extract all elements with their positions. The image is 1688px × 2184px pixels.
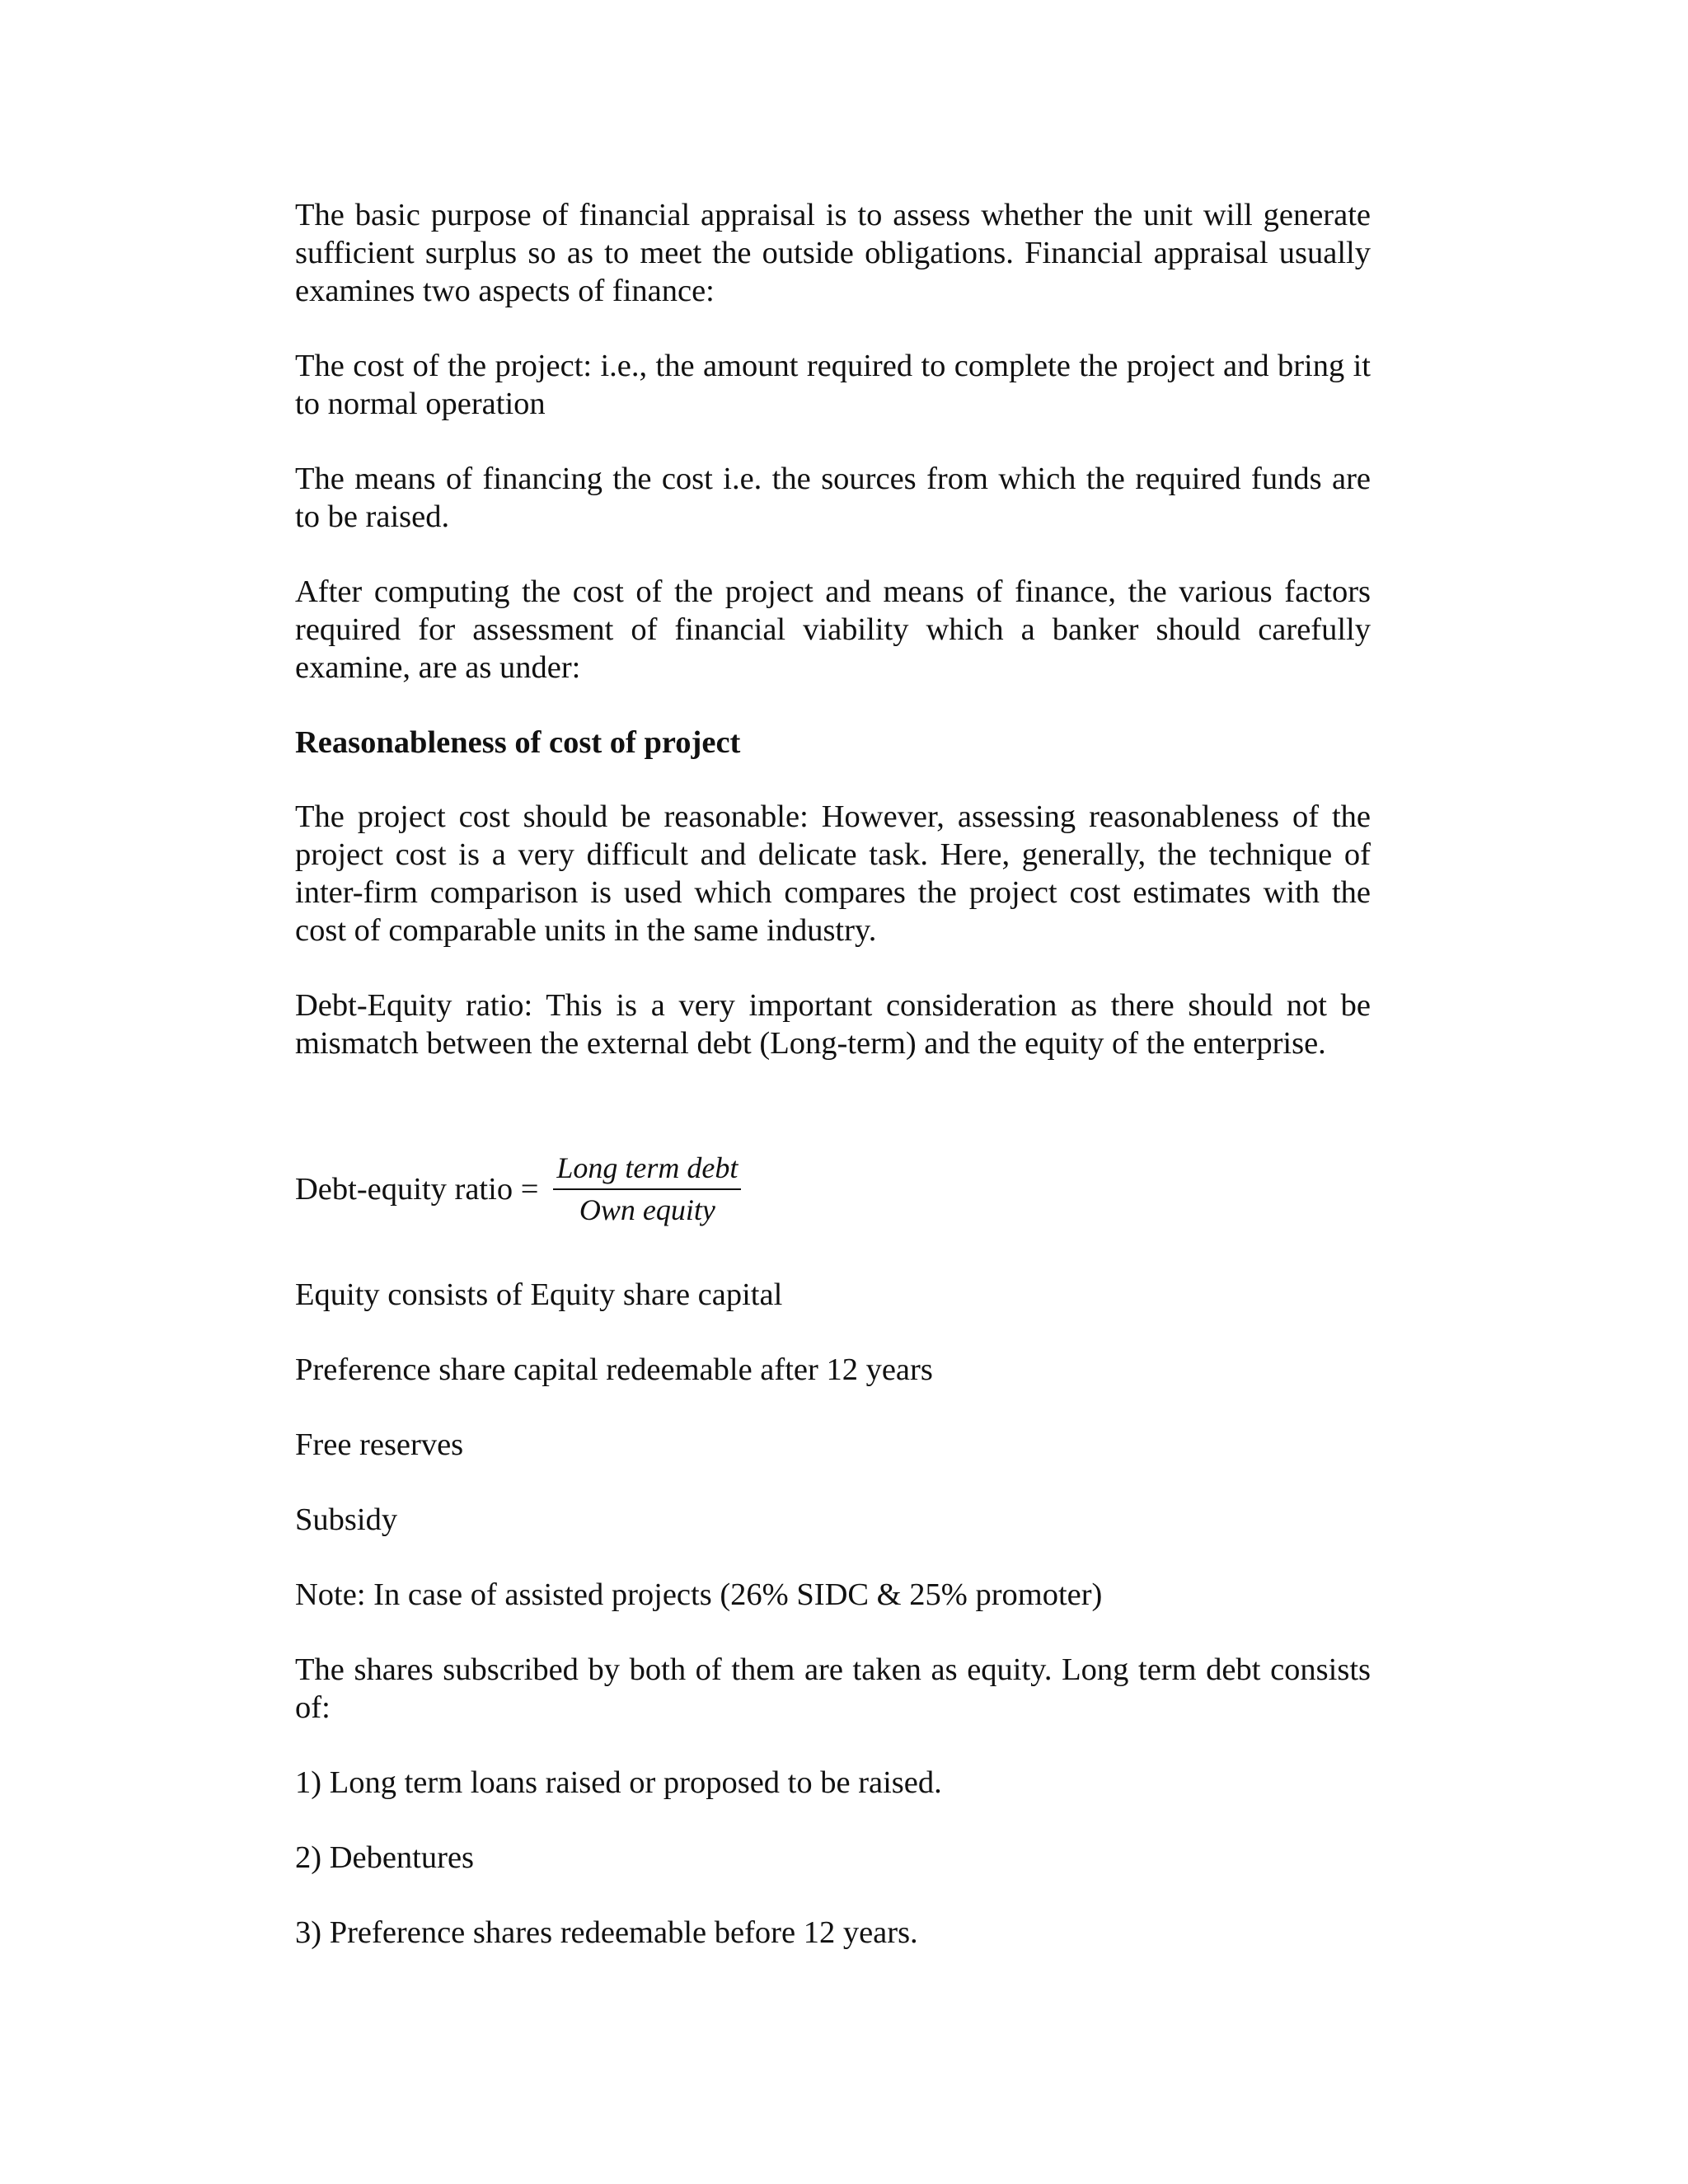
- formula-fraction: [553, 1151, 741, 1226]
- line-free-reserves: Free reserves: [295, 1427, 464, 1462]
- list-item-preference-shares: 3) Preference shares redeemable before 12 years.: [295, 1915, 918, 1950]
- paragraph-project-cost: The project cost should be reasonable: However, assessing reasonableness of the project cost is a very difficult and delicate task. Here, generally, the technique of inter-firm comparison is used which compares the project cost estimates with the cost of comparable units in the same industry.: [295, 799, 1371, 948]
- line-note-assisted-projects: Note: In case of assisted projects (26% SIDC & 25% promoter): [295, 1577, 1103, 1612]
- list-item-debentures: 2) Debentures: [295, 1840, 475, 1875]
- formula-denominator: Own equity: [579, 1193, 715, 1226]
- paragraph-shares-subscribed: The shares subscribed by both of them are taken as equity. Long term debt consists of:: [295, 1652, 1371, 1725]
- debt-equity-formula: [295, 1151, 1371, 1226]
- paragraph-means-of-financing: The means of financing the cost i.e. the sources from which the required funds are to be raised.: [295, 462, 1371, 534]
- list-item-long-term-loans: 1) Long term loans raised or proposed to be raised.: [295, 1765, 942, 1800]
- section-heading: Reasonableness of cost of project: [295, 725, 741, 760]
- formula-numerator: Long term debt: [553, 1151, 741, 1190]
- line-equity-consists: Equity consists of Equity share capital: [295, 1277, 783, 1312]
- document-page: [295, 196, 1371, 1989]
- formula-lhs: Debt-equity ratio =: [295, 1171, 539, 1207]
- paragraph-debt-equity: Debt-Equity ratio: This is a very important consideration as there should not be mismatch between the external debt (Long-term) and the equity of the enterprise.: [295, 988, 1371, 1061]
- line-preference-share-capital: Preference share capital redeemable after 12 years: [295, 1352, 933, 1387]
- line-subsidy: Subsidy: [295, 1502, 398, 1537]
- paragraph-cost-of-project: The cost of the project: i.e., the amount required to complete the project and bring it to normal operation: [295, 349, 1371, 421]
- paragraph-factors: After computing the cost of the project and means of finance, the various factors required for assessment of financial viability which a banker should carefully examine, are as under:: [295, 574, 1371, 685]
- paragraph-purpose: The basic purpose of financial appraisal is to assess whether the unit will generate sufficient surplus so as to meet the outside obligations. Financial appraisal usually examines two aspects of finance:: [295, 198, 1371, 308]
